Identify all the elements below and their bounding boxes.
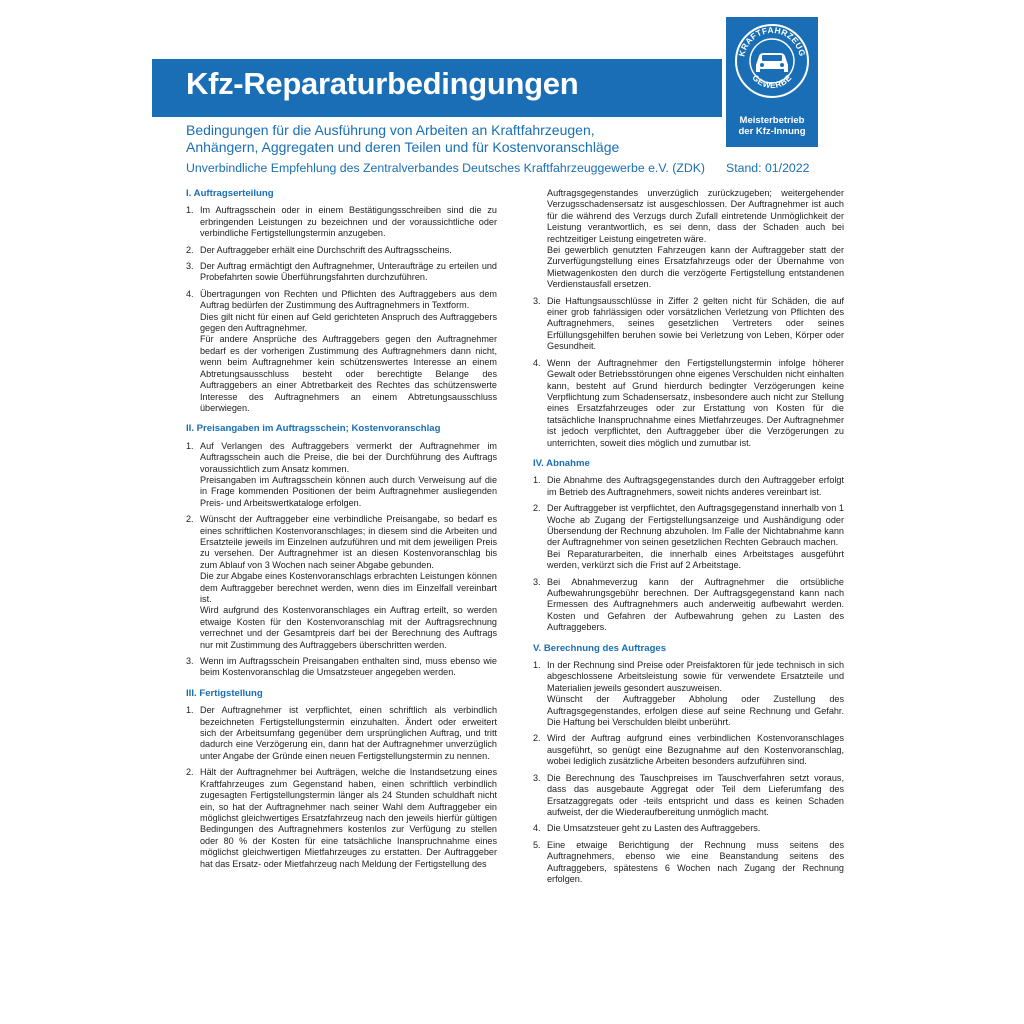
section-heading: V. Berechnung des Auftrages [533,642,667,654]
clause-item: 3. Bei Abnahmeverzug kann der Auftragnehmer die ortsübliche Aufbewahrungsgebühr berechnen. Der Auftragsgegenstand kann nach Ermessen des Auftragnehmers auch anderweitig aufbewahrt werden. Kosten und Gefahren der Aufbewahrung gehen zu Lasten des Auftraggebers. [533,576,844,633]
section-heading: II. Preisangaben im Auftragsschein; Kostenvoranschlag [186,423,441,435]
badge-arc-bottom: GEWERBE [750,72,794,91]
clause-item: 3. Wenn im Auftragsschein Preisangaben enthalten sind, muss ebenso wie beim Kostenvoranschlag die Umsatzsteuer angegeben werden. [186,656,497,678]
clause-item: 2. Wünscht der Auftraggeber eine verbindliche Preisangabe, so bedarf es eines schriftlichen Kostenvoranschlages; in diesem sind die Arbeiten und Ersatzteile jeweils im Einzelnen aufzuführen und mit dem jeweiligen Preis zu versehen. Der Auftragnehmer ist an diesen Kostenvoranschlag bis zum Ablauf von 3 Wochen nach seiner Abgabe gebunden. Die zur Abgabe eines Kostenvoranschlags erbrachten Leistungen können dem Auftraggeber berechnet werden, wenn dies im Einzelfall vereinbart ist. Wird aufgrund des Kostenvoranschlages ein Auftrag erteilt, so werden etwaige Kosten für den Kostenvoranschlag mit der Auftragsrechnung verrechnet und der Gesamtpreis darf bei der Berechnung des Auftrags nur mit Zustimmung des Auftraggebers überschritten werden. [186,514,497,650]
svg-text:KRAFTFAHRZEUG [736,25,807,58]
clause-item: 4. Übertragungen von Rechten und Pflichten des Auftraggebers aus dem Auftrag bedürfen der Zustimmung des Auftragnehmers in Textform. Dies gilt nicht für einen auf Geld gerichteten Anspruch des Auftraggebers gegen den Auftragnehmer. Für andere Ansprüche des Auftraggebers gegen den Auftragnehmer bedarf es der vorherigen Zustimmung des Auftragnehmers dann nicht, wenn beim Auftragnehmer kein schützenswertes Interesse an einem Abtretungsausschluss besteht oder berechtigte Belange des Auftraggebers an einer Abtretbarkeit des Rechtes das schützenswerte Interesse des Auftragnehmers an einem Abtretungsausschluss überwiegen. [186,288,497,413]
clause-item: 1. In der Rechnung sind Preise oder Preisfaktoren für jede technisch in sich abgeschlossene Arbeitsleistung sowie für verwendete Ersatzteile und Materialien jeweils gesondert auszuweisen. Wünscht der Auftraggeber Abholung oder Zustellung des Auftragsgegenstandes, erfolgen diese auf seine Rechnung und Gefahr. Die Haftung bei Verschulden bleibt unberührt. [533,660,844,728]
svg-text:GEWERBE [750,73,793,91]
clause-item: 2. Der Auftraggeber ist verpflichtet, den Auftragsgegenstand innerhalb von 1 Woche ab Zugang der Fertigstellungsanzeige und Aushändigung oder Übersendung der Rechnung abzuholen. Im Falle der Nichtabnahme kann der Auftragnehmer von seinen gesetzlichen Rechten Gebrauch machen. Bei Reparaturarbeiten, die innerhalb eines Arbeitstages ausgeführt werden, verkürzt sich die Frist auf 2 Arbeitstage. [533,503,844,571]
section-heading: I. Auftragserteilung [186,188,274,199]
section-heading: IV. Abnahme [533,457,590,469]
clause-item: 4. Die Umsatzsteuer geht zu Lasten des Auftraggebers. [533,823,761,834]
clause-item: 3. Die Berechnung des Tauschpreises im Tauschverfahren setzt voraus, dass das ausgebaute Aggregat oder Teil dem Lieferumfang des Ersatzaggregats oder -teils entspricht und dass es keinen Schaden aufweist, der die Wiederaufbereitung unmöglich macht. [533,772,844,817]
clause-item: 3. Die Haftungsausschlüsse in Ziffer 2 gelten nicht für Schäden, die auf einer grob fahrlässigen oder vorsätzlichen Verletzung von Pflichten des Auftragnehmers, seines gesetzlichen Vertreters oder seines Erfüllungsgehilfen beruhen sowie bei Verletzung von Leben, Körper oder Gesundheit. [533,295,844,352]
clause-item: 4. Wenn der Auftragnehmer den Fertigstellungstermin infolge höherer Gewalt oder Betriebsstörungen ohne eigenes Verschulden nicht einhalten kann, besteht auf Grund hierdurch bedingter Verzögerungen keine Verpflichtung zum Schadensersatz, insbesondere auch nicht zur Stellung eines Ersatzfahrzeuges oder zur Erstattung von Kosten für die tatsächliche Inanspruchnahme eines Mietfahrzeuges. Der Auftragnehmer ist jedoch verpflichtet, den Auftraggeber über die Verzögerungen zu unterrichten, soweit dies möglich und zumutbar ist. [533,357,844,448]
guild-seal-icon [734,23,810,99]
clause-continuation: Auftragsgegenstandes unverzüglich zurückzugeben; weitergehender Verzugsschadensersatz ist ausgeschlossen. Der Auftragnehmer ist auch für die während des Verzugs durch Zufall eintretende Unmöglichkeit der Leistung verantwortlich, es sei denn, dass der Schaden auch bei rechtzeitiger Leistung eingetreten wäre. Bei gewerblich genutzten Fahrzeugen kann der Auftraggeber statt der Zurverfügungstellung eines Ersatzfahrzeugs oder der Übernahme von Mietwagenkosten den durch die verzögerte Fertigstellung entstandenen Verdienstausfall ersetzen. [547,188,844,290]
version-date: Stand: 01/2022 [726,161,810,175]
right-column [533,188,844,890]
clause-item: 1. Die Abnahme des Auftragsgegenstandes durch den Auftraggeber erfolgt im Betrieb des Auftragnehmers, soweit nichts anderes vereinbart ist. [533,475,844,497]
page-title: Kfz-Reparaturbedingungen [186,66,579,101]
car-icon [756,53,788,72]
clause-item: 5. Eine etwaige Berichtigung der Rechnung muss seitens des Auftragnehmers, ebenso wie eine Beanstandung seitens des Auftraggebers, spätestens 6 Wochen nach Zugang der Rechnung erfolgen. [533,839,844,884]
subtitle-line1: Bedingungen für die Ausführung von Arbeiten an Kraftfahrzeugen, [186,122,595,138]
left-column [186,188,497,875]
badge-line2: der Kfz-Innung [738,126,806,137]
clause-item: 3. Der Auftrag ermächtigt den Auftragnehmer, Unteraufträge zu erteilen und Probefahrten sowie Überführungsfahrten durchzuführen. [186,261,497,283]
clause-item: 2. Hält der Auftragnehmer bei Aufträgen, welche die Instandsetzung eines Kraftfahrzeuges zum Gegenstand haben, einen schriftlich verbindlich zugesagten Fertigstellungstermin länger als 24 Stunden schuldhaft nicht ein, so hat der Auftragnehmer nach seiner Wahl dem Auftraggeber ein möglichst gleichwertiges Ersatzfahrzeug nach den jeweils hierfür gültigen Bedingungen des Auftragnehmers kostenlos zur Verfügung zu stellen oder 80 % der Kosten für eine tatsächliche Inanspruchnahme eines möglichst gleichwertigen Mietfahrzeuges zu erstatten. Der Auftraggeber hat das Ersatz- oder Mietfahrzeug nach Meldung der Fertigstellung des [186,767,497,869]
clause-item: 2. Der Auftraggeber erhält eine Durchschrift des Auftragsscheins. [186,244,452,255]
clause-item: 1. Der Auftragnehmer ist verpflichtet, einen schriftlich als verbindlich bezeichneten Fertigstellungstermin einzuhalten. Ändert oder erweitert sich der Arbeitsumfang gegenüber dem ursprünglichen Auftrag, und tritt dadurch eine Verzögerung ein, dann hat der Auftragnehmer unverzüglich unter Angabe der Gründe einen neuen Fertigstellungstermin zu nennen. [186,705,497,761]
section-heading: III. Fertigstellung [186,687,263,699]
badge-arc-top: KRAFTFAHRZEUG [736,24,808,58]
clause-item: 1. Im Auftragsschein oder in einem Bestätigungsschreiben sind die zu erbringenden Leistungen zu bezeichnen und der voraussichtliche oder verbindliche Fertigstellungstermin anzugeben. [186,205,497,239]
recommendation-note: Unverbindliche Empfehlung des Zentralverbandes Deutsches Kraftfahrzeuggewerbe e.V. (ZDK) [186,161,706,175]
clause-item: 1. Auf Verlangen des Auftraggebers vermerkt der Auftragnehmer im Auftragsschein auch die Preise, die bei der Durchführung des Auftrags voraussichtlich zum Ansatz kommen. Preisangaben im Auftragsschein können auch durch Verweisung auf die in Frage kommenden Positionen der beim Auftragnehmer ausliegenden Preis- und Arbeitswertkataloge erfolgen. [186,440,497,508]
subtitle-line2: Anhängern, Aggregaten und deren Teilen und für Kostenvoranschläge [186,139,620,155]
badge-line1: Meisterbetrieb [739,115,805,126]
guild-badge [726,17,818,147]
clause-item: 2. Wird der Auftrag aufgrund eines verbindlichen Kostenvoranschlages ausgeführt, so genügt eine Bezugnahme auf den Kostenvoranschlag, wobei lediglich zusätzliche Arbeiten besonders aufzuführen sind. [533,733,844,767]
